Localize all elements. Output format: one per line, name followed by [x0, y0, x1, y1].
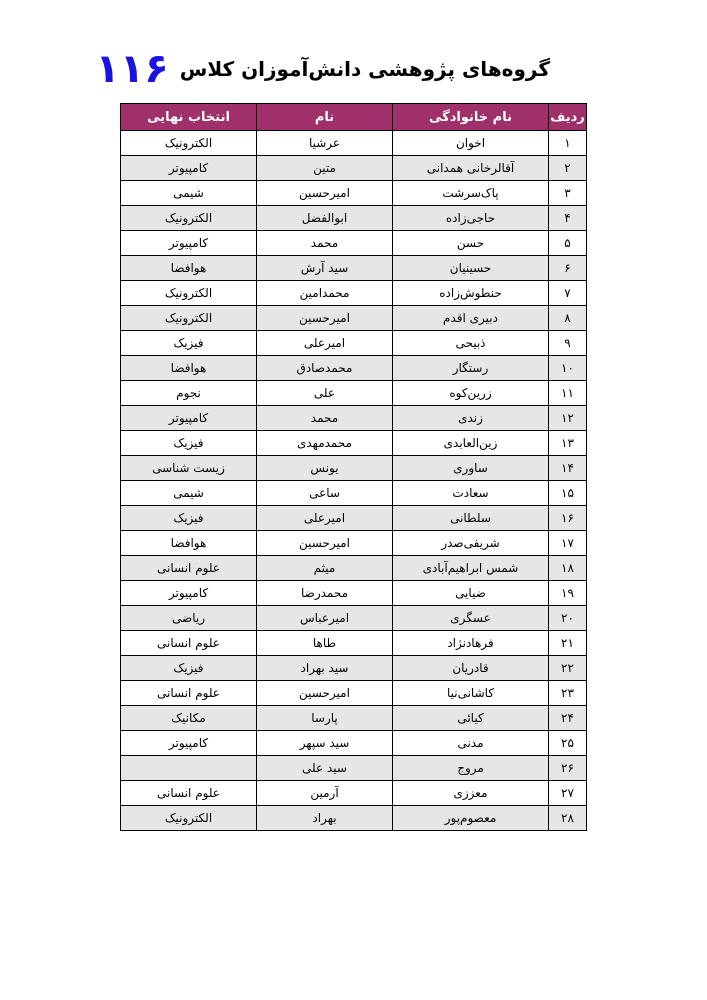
cell-family: حاجی‌زاده: [393, 206, 549, 231]
cell-family: زرین‌کوه: [393, 381, 549, 406]
class-number: ۱۱۶: [95, 46, 169, 92]
cell-name: امیرعلی: [257, 331, 393, 356]
cell-family: قادریان: [393, 656, 549, 681]
cell-selection: الکترونیک: [121, 206, 257, 231]
header-selection: انتخاب نهایی: [121, 104, 257, 131]
table-row: [121, 581, 587, 606]
table-row: [121, 731, 587, 756]
cell-selection: الکترونیک: [121, 306, 257, 331]
table-row: [121, 306, 587, 331]
cell-selection: فیزیک: [121, 656, 257, 681]
cell-idx: ۲۱: [549, 631, 587, 656]
cell-idx: ۱۱: [549, 381, 587, 406]
cell-selection: شیمی: [121, 181, 257, 206]
table-row: [121, 656, 587, 681]
cell-name: محمدامین: [257, 281, 393, 306]
cell-family: ذبیحی: [393, 331, 549, 356]
cell-name: محمدرضا: [257, 581, 393, 606]
cell-family: رستگار: [393, 356, 549, 381]
table-row: [121, 606, 587, 631]
table-row: [121, 756, 587, 781]
title-text: گروه‌های پژوهشی دانش‌آموزان کلاس: [179, 57, 550, 81]
cell-selection: هوافضا: [121, 256, 257, 281]
cell-idx: ۴: [549, 206, 587, 231]
table-row: [121, 431, 587, 456]
cell-idx: ۱۳: [549, 431, 587, 456]
cell-family: مروج: [393, 756, 549, 781]
header-family: نام خانوادگی: [393, 104, 549, 131]
cell-idx: ۲۰: [549, 606, 587, 631]
cell-name: امیرحسین: [257, 181, 393, 206]
cell-selection: کامپیوتر: [121, 406, 257, 431]
cell-idx: ۱۲: [549, 406, 587, 431]
cell-idx: ۲۶: [549, 756, 587, 781]
cell-selection: کامپیوتر: [121, 156, 257, 181]
cell-idx: ۲۲: [549, 656, 587, 681]
cell-idx: ۶: [549, 256, 587, 281]
cell-selection: کامپیوتر: [121, 731, 257, 756]
cell-selection: فیزیک: [121, 331, 257, 356]
cell-idx: ۲۳: [549, 681, 587, 706]
table-row: [121, 506, 587, 531]
cell-family: عسگری: [393, 606, 549, 631]
cell-name: سید آرش: [257, 256, 393, 281]
cell-idx: ۱۶: [549, 506, 587, 531]
cell-name: امیرعلی: [257, 506, 393, 531]
cell-family: معصوم‌پور: [393, 806, 549, 831]
page-title: [95, 46, 550, 96]
cell-name: امیرحسین: [257, 681, 393, 706]
table-row: [121, 781, 587, 806]
header-name: نام: [257, 104, 393, 131]
cell-family: پاک‌سرشت: [393, 181, 549, 206]
cell-family: آقالرخانی همدانی: [393, 156, 549, 181]
table-row: [121, 531, 587, 556]
cell-family: سلطانی: [393, 506, 549, 531]
cell-name: آرمین: [257, 781, 393, 806]
cell-family: حسینیان: [393, 256, 549, 281]
cell-selection: الکترونیک: [121, 806, 257, 831]
cell-selection: زیست شناسی: [121, 456, 257, 481]
table-row: [121, 631, 587, 656]
cell-idx: ۱۰: [549, 356, 587, 381]
cell-selection: الکترونیک: [121, 131, 257, 156]
table-row: [121, 556, 587, 581]
cell-family: شمس ابراهیم‌آبادی: [393, 556, 549, 581]
cell-idx: ۱۵: [549, 481, 587, 506]
header-idx: ردیف: [549, 104, 587, 131]
cell-selection: علوم انسانی: [121, 781, 257, 806]
table-row: [121, 331, 587, 356]
cell-family: زین‌العابدی: [393, 431, 549, 456]
table-row: [121, 481, 587, 506]
cell-family: کیائی: [393, 706, 549, 731]
cell-idx: ۲: [549, 156, 587, 181]
cell-idx: ۲۸: [549, 806, 587, 831]
table-row: [121, 406, 587, 431]
cell-family: معززی: [393, 781, 549, 806]
cell-selection: شیمی: [121, 481, 257, 506]
cell-family: شریفی‌صدر: [393, 531, 549, 556]
table-body: [121, 131, 587, 831]
cell-name: متین: [257, 156, 393, 181]
cell-name: سید سپهر: [257, 731, 393, 756]
cell-family: کاشانی‌نیا: [393, 681, 549, 706]
table-row: [121, 156, 587, 181]
table-row: [121, 131, 587, 156]
cell-family: حنطوش‌زاده: [393, 281, 549, 306]
cell-selection: کامپیوتر: [121, 231, 257, 256]
cell-name: محمدمهدی: [257, 431, 393, 456]
cell-family: مدنی: [393, 731, 549, 756]
cell-name: پارسا: [257, 706, 393, 731]
cell-name: محمد: [257, 406, 393, 431]
cell-name: سید علی: [257, 756, 393, 781]
cell-name: محمد: [257, 231, 393, 256]
cell-selection: علوم انسانی: [121, 631, 257, 656]
table-row: [121, 706, 587, 731]
cell-name: محمدصادق: [257, 356, 393, 381]
cell-family: اخوان: [393, 131, 549, 156]
cell-selection: هوافضا: [121, 356, 257, 381]
table-row: [121, 281, 587, 306]
cell-family: دبیری اقدم: [393, 306, 549, 331]
cell-idx: ۸: [549, 306, 587, 331]
table-row: [121, 806, 587, 831]
students-table: [120, 103, 587, 831]
cell-name: بهراد: [257, 806, 393, 831]
cell-selection: علوم انسانی: [121, 556, 257, 581]
cell-idx: ۷: [549, 281, 587, 306]
cell-idx: ۱۸: [549, 556, 587, 581]
cell-name: ساعی: [257, 481, 393, 506]
cell-idx: ۱۷: [549, 531, 587, 556]
cell-family: فرهادنژاد: [393, 631, 549, 656]
cell-name: عرشیا: [257, 131, 393, 156]
cell-selection: ریاضی: [121, 606, 257, 631]
cell-name: ابوالفضل: [257, 206, 393, 231]
cell-selection: مکانیک: [121, 706, 257, 731]
cell-family: ضیایی: [393, 581, 549, 606]
cell-name: سید بهراد: [257, 656, 393, 681]
cell-selection: هوافضا: [121, 531, 257, 556]
cell-selection: الکترونیک: [121, 281, 257, 306]
cell-name: طاها: [257, 631, 393, 656]
table-row: [121, 181, 587, 206]
cell-selection: کامپیوتر: [121, 581, 257, 606]
table-row: [121, 206, 587, 231]
cell-name: امیرحسین: [257, 531, 393, 556]
cell-idx: ۲۵: [549, 731, 587, 756]
cell-selection: نجوم: [121, 381, 257, 406]
cell-selection: فیزیک: [121, 506, 257, 531]
cell-family: زندی: [393, 406, 549, 431]
cell-name: علی: [257, 381, 393, 406]
table-row: [121, 681, 587, 706]
table-row: [121, 456, 587, 481]
cell-name: یونس: [257, 456, 393, 481]
cell-name: میثم: [257, 556, 393, 581]
cell-idx: ۱۹: [549, 581, 587, 606]
cell-family: حسن: [393, 231, 549, 256]
table-row: [121, 381, 587, 406]
cell-selection: فیزیک: [121, 431, 257, 456]
cell-name: امیرعباس: [257, 606, 393, 631]
cell-idx: ۹: [549, 331, 587, 356]
cell-idx: ۱: [549, 131, 587, 156]
cell-family: ساوری: [393, 456, 549, 481]
cell-family: سعادت: [393, 481, 549, 506]
cell-name: امیرحسین: [257, 306, 393, 331]
table-header-row: [121, 104, 587, 131]
cell-idx: ۵: [549, 231, 587, 256]
cell-selection: [121, 756, 257, 781]
table-row: [121, 231, 587, 256]
cell-idx: ۱۴: [549, 456, 587, 481]
cell-idx: ۲۷: [549, 781, 587, 806]
table-row: [121, 356, 587, 381]
cell-idx: ۳: [549, 181, 587, 206]
cell-selection: علوم انسانی: [121, 681, 257, 706]
table-row: [121, 256, 587, 281]
cell-idx: ۲۴: [549, 706, 587, 731]
